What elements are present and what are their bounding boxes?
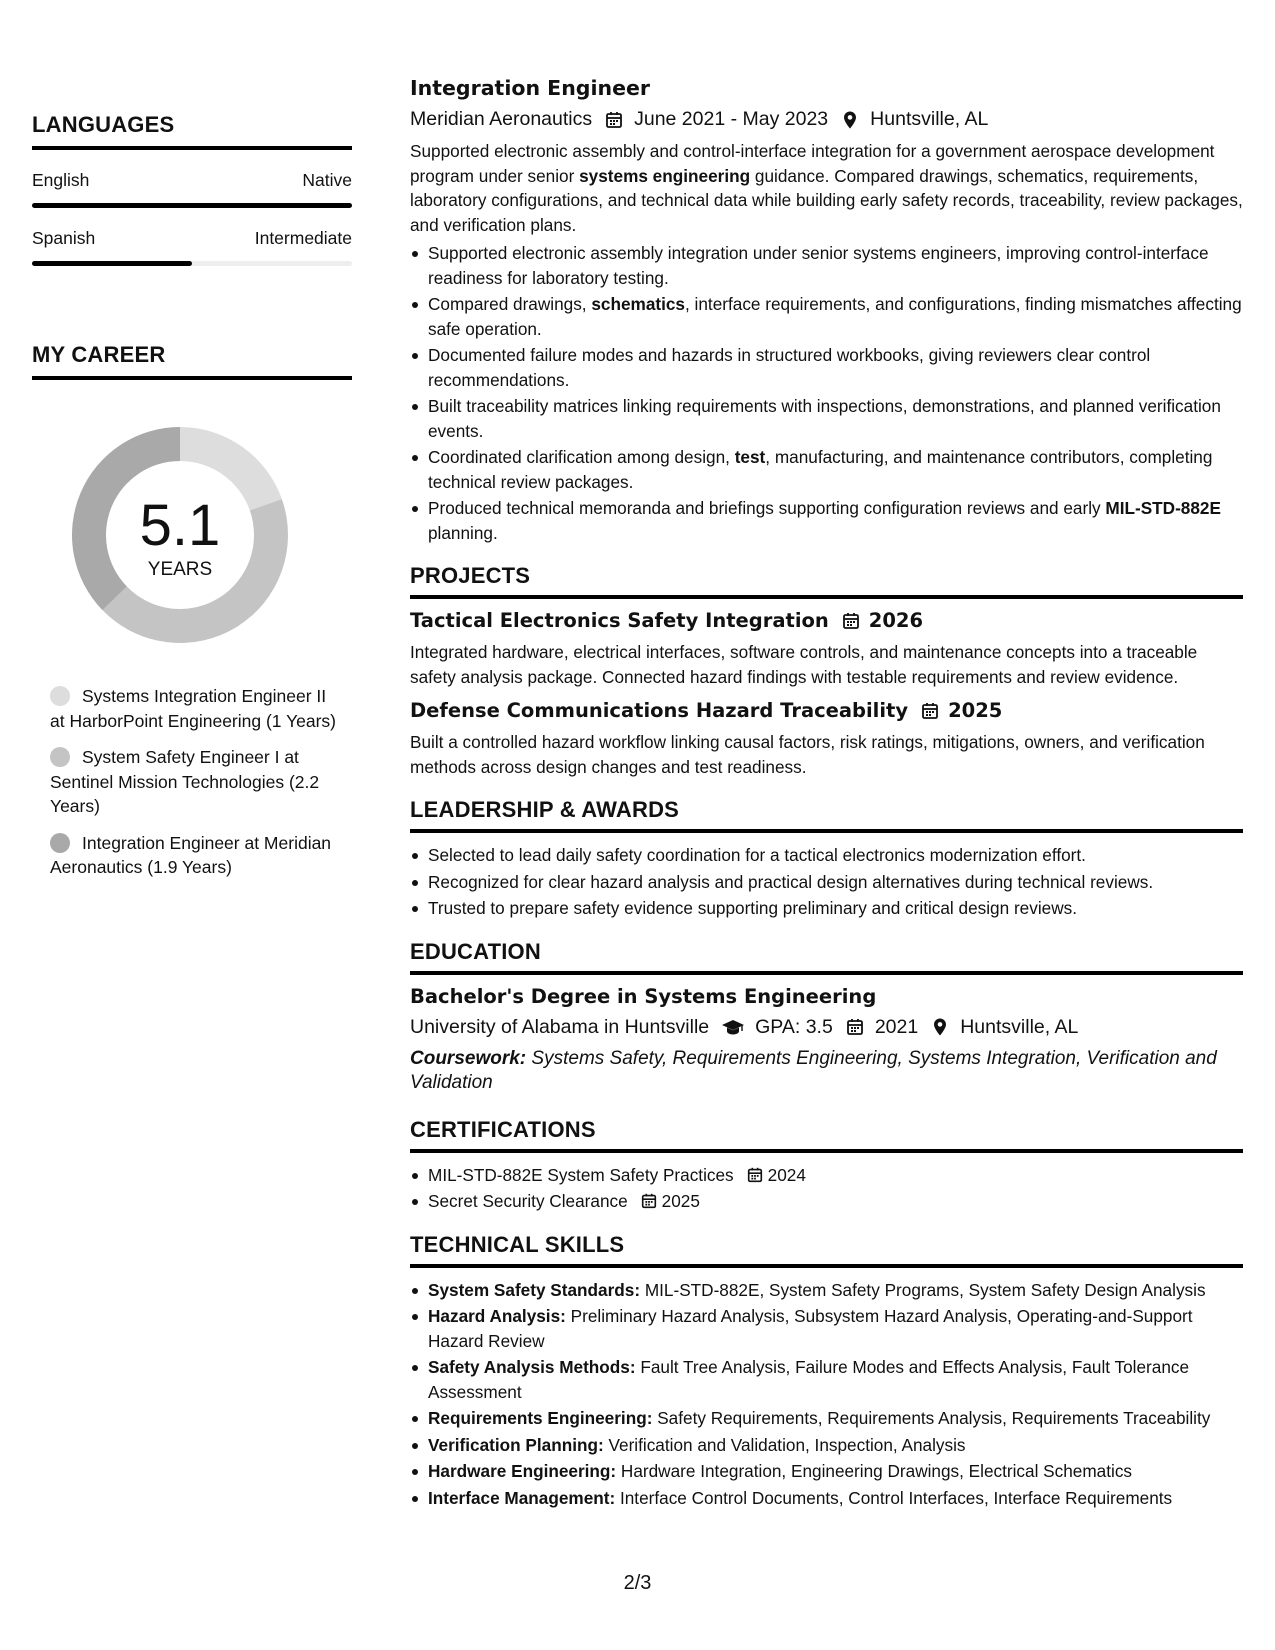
text-run-bold: test: [734, 447, 766, 467]
list-item: [410, 1433, 1243, 1458]
coursework: [410, 1047, 1243, 1095]
calendar-icon: [841, 611, 861, 631]
job-bullets: [410, 241, 1243, 545]
project-entry: [410, 699, 1243, 779]
job-dates: June 2021 - May 2023: [634, 108, 829, 130]
list-item: [410, 1406, 1243, 1431]
languages-heading: LANGUAGES: [32, 112, 352, 150]
skill-category: Hardware Engineering:: [428, 1461, 617, 1481]
language-proficiency-bar: [32, 203, 352, 208]
main-column: [410, 76, 1243, 1512]
project-description: Built a controlled hazard workflow linking causal factors, risk ratings, mitigations, owners, and verification methods across design changes and test readiness.: [410, 732, 1205, 777]
leadership-heading: LEADERSHIP & AWARDS: [410, 797, 1243, 833]
skill-values: Verification and Validation, Inspection, Analysis: [603, 1434, 966, 1455]
list-item: Recognized for clear hazard analysis and practical design alternatives during technical reviews.: [410, 870, 1243, 895]
gpa: GPA: 3.5: [755, 1015, 833, 1038]
language-item: [32, 170, 352, 208]
language-name: English: [32, 170, 90, 190]
legend-dot-icon: [50, 833, 70, 853]
sidebar: [32, 112, 352, 892]
skill-category: Requirements Engineering:: [428, 1408, 653, 1428]
skill-category: Hazard Analysis:: [428, 1306, 566, 1326]
list-item: Built traceability matrices linking requirements with inspections, demonstrations, and planned verification events.: [410, 394, 1243, 443]
project-description: Integrated hardware, electrical interfaces, software controls, and maintenance concepts into a traceable safety analysis package. Connected hazard findings with testable requirements and review evidence.: [410, 642, 1198, 687]
education-heading: EDUCATION: [410, 939, 1243, 975]
list-item: [410, 1189, 1243, 1214]
project-year: 2026: [868, 609, 924, 632]
legend-item: [50, 831, 340, 880]
text-run: Compared drawings,: [428, 294, 592, 314]
certifications-list: [410, 1163, 1243, 1214]
text-run-bold: schematics: [591, 294, 685, 314]
skill-category: Interface Management:: [428, 1487, 616, 1508]
list-item: Supported electronic assembly integration under senior systems engineers, improving control-interface readiness for laboratory testing.: [410, 241, 1243, 290]
calendar-icon: [640, 1192, 658, 1210]
location-pin-icon: [930, 1017, 950, 1037]
graduation-cap-icon: [721, 1017, 745, 1037]
page-number: 2/3: [623, 1572, 652, 1594]
list-item: [410, 1278, 1243, 1303]
list-item: Documented failure modes and hazards in structured workbooks, giving reviewers clear control recommendations.: [410, 343, 1243, 392]
text-run: , interface requirements, and configurations, finding mismatches affecting safe operation.: [428, 294, 1242, 339]
list-item: Selected to lead daily safety coordination for a tactical electronics modernization effort.: [410, 843, 1243, 868]
legend-dot-icon: [50, 686, 70, 706]
text-run-bold: MIL-STD-882E: [1105, 498, 1221, 518]
school-name: University of Alabama in Huntsville: [410, 1015, 710, 1038]
language-item: [32, 228, 352, 266]
career-heading: MY CAREER: [32, 342, 352, 380]
text-run: planning.: [428, 522, 498, 543]
skill-values: MIL-STD-882E, System Safety Programs, System Safety Design Analysis: [640, 1279, 1206, 1300]
skill-values: Fault Tree Analysis, Failure Modes and Effects Analysis, Fault Tolerance Assessment: [428, 1357, 1190, 1402]
certification-name: MIL-STD-882E System Safety Practices: [428, 1164, 734, 1185]
skill-values: Interface Control Documents, Control Interfaces, Interface Requirements: [615, 1487, 1173, 1508]
skills-list: [410, 1278, 1243, 1511]
job-summary: [410, 139, 1243, 237]
legend-item: [50, 684, 340, 733]
skill-values: Safety Requirements, Requirements Analysis, Requirements Traceability: [652, 1408, 1211, 1428]
job-meta: [410, 108, 1243, 131]
text-run: Produced technical memoranda and briefings supporting configuration reviews and early: [428, 498, 1106, 518]
job-company: Meridian Aeronautics: [410, 108, 593, 130]
projects-heading: PROJECTS: [410, 563, 1243, 599]
graduation-year: 2021: [874, 1015, 919, 1038]
text-run: guidance. Compared drawings, schematics, requirements, laboratory configurations, and technical data while building early safety records, traceability, review packages, and verification plans.: [410, 165, 1243, 235]
experience-entry: [410, 76, 1243, 545]
education-meta: [410, 1016, 1243, 1039]
skill-category: Safety Analysis Methods:: [428, 1357, 636, 1377]
text-run: , manufacturing, and maintenance contributors, completing technical review packages.: [428, 447, 1213, 492]
project-year: 2025: [948, 699, 1003, 722]
text-run: Supported electronic assembly and control-interface integration for a government aerospace development program under senior: [410, 141, 1215, 186]
certifications-heading: CERTIFICATIONS: [410, 1117, 1243, 1153]
certification-name: Secret Security Clearance: [428, 1191, 628, 1211]
coursework-list: Systems Safety, Requirements Engineering, Systems Integration, Verification and Validation: [410, 1047, 1217, 1093]
language-proficiency-bar: [32, 261, 352, 266]
list-item: [410, 445, 1243, 494]
language-proficiency-fill: [32, 203, 352, 208]
legend-label: Systems Integration Engineer II at HarborPoint Engineering (1 Years): [50, 686, 337, 731]
list-item: [410, 1163, 1243, 1188]
education-entry: [410, 985, 1243, 1095]
project-entry: [410, 609, 1243, 689]
text-run: Coordinated clarification among design,: [428, 447, 735, 467]
skill-values: Hardware Integration, Engineering Drawings, Electrical Schematics: [616, 1461, 1133, 1481]
language-level: Native: [302, 170, 352, 190]
coursework-label: Coursework:: [410, 1047, 527, 1069]
certification-year: 2024: [767, 1164, 806, 1185]
list-item: [410, 1459, 1243, 1484]
list-item: [410, 496, 1243, 545]
certification-year: 2025: [661, 1191, 700, 1211]
legend-label: System Safety Engineer I at Sentinel Mission Technologies (2.2 Years): [50, 747, 320, 816]
career-total-unit: YEARS: [147, 559, 213, 580]
skill-category: System Safety Standards:: [428, 1279, 641, 1300]
text-run-bold: systems engineering: [579, 165, 751, 186]
legend-label: Integration Engineer at Meridian Aeronautics (1.9 Years): [50, 832, 332, 877]
career-total-value: 5.1: [139, 493, 221, 558]
project-title: Tactical Electronics Safety Integration: [410, 609, 829, 632]
location-pin-icon: [840, 110, 860, 130]
degree-title: Bachelor's Degree in Systems Engineering: [410, 984, 877, 1008]
list-item: [410, 292, 1243, 341]
legend-dot-icon: [50, 747, 70, 767]
job-location: Huntsville, AL: [870, 108, 989, 130]
list-item: Trusted to prepare safety evidence supporting preliminary and critical design reviews.: [410, 896, 1243, 921]
language-level: Intermediate: [254, 228, 352, 248]
project-title: Defense Communications Hazard Traceability: [410, 699, 909, 722]
career-donut-chart: [65, 420, 295, 650]
calendar-icon: [920, 701, 940, 721]
skills-heading: TECHNICAL SKILLS: [410, 1232, 1243, 1268]
job-title: Integration Engineer: [410, 76, 650, 100]
career-legend: [50, 684, 340, 880]
language-proficiency-fill: [32, 261, 192, 266]
calendar-icon: [746, 1166, 764, 1184]
list-item: [410, 1304, 1243, 1353]
list-item: [410, 1355, 1243, 1404]
calendar-icon: [604, 110, 624, 130]
leadership-list: [410, 843, 1243, 921]
language-name: Spanish: [32, 228, 96, 248]
skill-category: Verification Planning:: [428, 1434, 604, 1455]
education-location: Huntsville, AL: [960, 1015, 1079, 1038]
calendar-icon: [845, 1017, 865, 1037]
skill-values: Preliminary Hazard Analysis, Subsystem Hazard Analysis, Operating-and-Support Hazard Review: [428, 1306, 1193, 1351]
list-item: [410, 1486, 1243, 1511]
legend-item: [50, 745, 340, 819]
